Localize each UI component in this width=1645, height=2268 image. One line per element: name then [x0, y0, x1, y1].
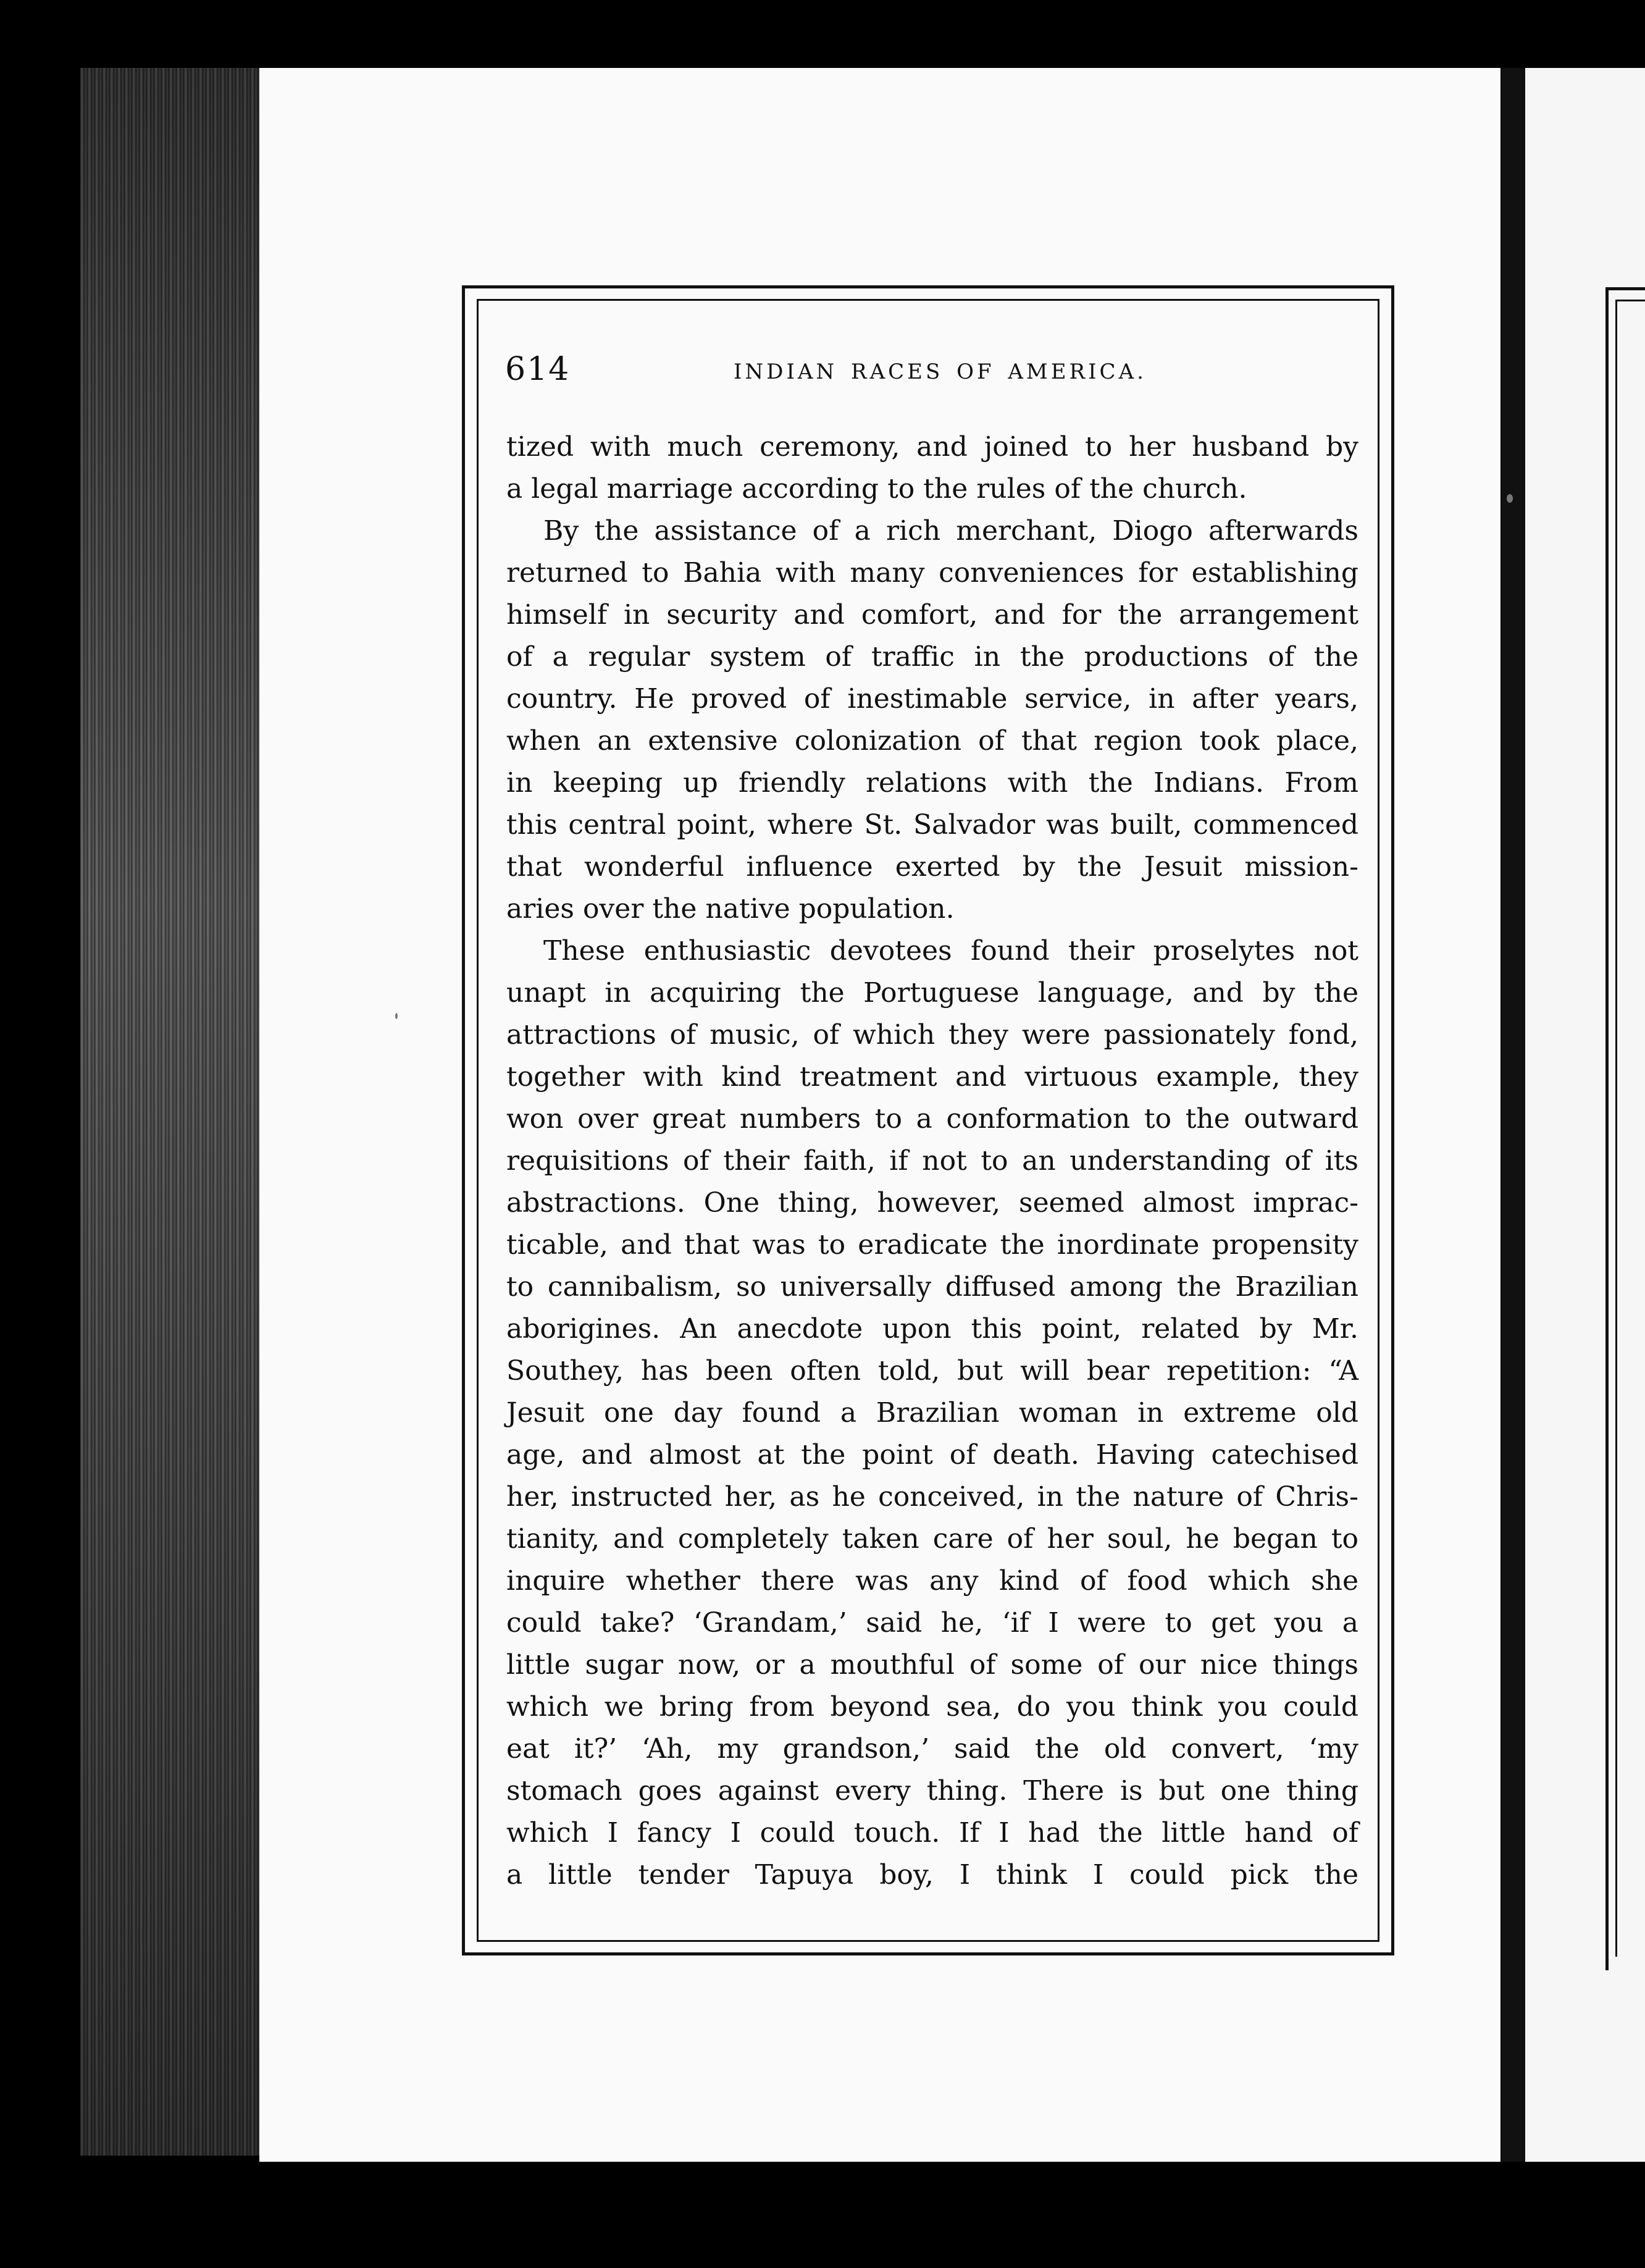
text-line: inquire whether there was any kind of food which she — [506, 1565, 1358, 1597]
text-line: a legal marriage according to the rules of the church. — [506, 473, 1247, 505]
text-line: These enthusiastic devotees found their proselytes not — [543, 935, 1358, 967]
text-line: a little tender Tapuya boy, I think I could pick the — [506, 1859, 1358, 1891]
text-line: Southey, has been often told, but will bear repetition: “A — [506, 1355, 1358, 1387]
page-gutter — [1502, 68, 1526, 2162]
book-page-edges — [80, 68, 266, 2156]
body-text — [506, 426, 1358, 1896]
text-line: her, instructed her, as he conceived, in the nature of Chris- — [506, 1481, 1358, 1513]
text-line: stomach goes against every thing. There is but one thing — [506, 1775, 1358, 1807]
text-line: abstractions. One thing, however, seemed almost imprac- — [506, 1187, 1358, 1219]
text-line: aborigines. An anecdote upon this point, related by Mr. — [506, 1313, 1358, 1345]
text-line: which we bring from beyond sea, do you think you could — [506, 1691, 1358, 1723]
text-line: eat it?’ ‘Ah, my grandson,’ said the old convert, ‘my — [506, 1733, 1358, 1765]
text-line: this central point, where St. Salvador was built, commenced — [506, 809, 1358, 841]
text-line: together with kind treatment and virtuous example, they — [506, 1061, 1358, 1093]
text-line: tized with much ceremony, and joined to her husband by — [506, 431, 1358, 463]
text-line: age, and almost at the point of death. Having catechised — [506, 1439, 1358, 1471]
text-line: of a regular system of traffic in the productions of the — [506, 641, 1358, 673]
text-line: won over great numbers to a conformation to the outward — [506, 1103, 1358, 1135]
paper-speck — [395, 1013, 398, 1019]
page-header — [505, 351, 1363, 394]
paper-speck — [1507, 494, 1513, 503]
text-line: returned to Bahia with many conveniences for establishing — [506, 557, 1358, 589]
running-head: INDIAN RACES OF AMERICA. — [734, 359, 1147, 384]
next-page-frame-inner — [1615, 300, 1645, 1957]
text-line: requisitions of their faith, if not to an understanding of its — [506, 1145, 1358, 1177]
text-line: tianity, and completely taken care of her soul, he began to — [506, 1523, 1358, 1555]
text-line: which I fancy I could touch. If I had the little hand of — [506, 1817, 1358, 1849]
text-line: himself in security and comfort, and for the arrangement — [506, 599, 1358, 631]
text-line: By the assistance of a rich merchant, Diogo afterwards — [543, 515, 1358, 547]
text-line: country. He proved of inestimable service, in after years, — [506, 683, 1358, 715]
text-line: little sugar now, or a mouthful of some of our nice things — [506, 1649, 1358, 1681]
text-line: ticable, and that was to eradicate the inordinate propensity — [506, 1229, 1358, 1261]
text-line: in keeping up friendly relations with the Indians. From — [506, 767, 1358, 799]
text-line: to cannibalism, so universally diffused among the Brazilian — [506, 1271, 1358, 1303]
page-number: 614 — [505, 351, 571, 388]
text-line: that wonderful influence exerted by the Jesuit mission- — [506, 851, 1358, 883]
text-line: aries over the native population. — [506, 893, 955, 925]
text-line: Jesuit one day found a Brazilian woman in extreme old — [506, 1397, 1358, 1429]
text-line: could take? ‘Grandam,’ said he, ‘if I were to get you a — [506, 1607, 1358, 1639]
text-line: attractions of music, of which they were passionately fond, — [506, 1019, 1358, 1051]
text-line: unapt in acquiring the Portuguese language, and by the — [506, 977, 1358, 1009]
text-line: when an extensive colonization of that region took place, — [506, 725, 1358, 757]
